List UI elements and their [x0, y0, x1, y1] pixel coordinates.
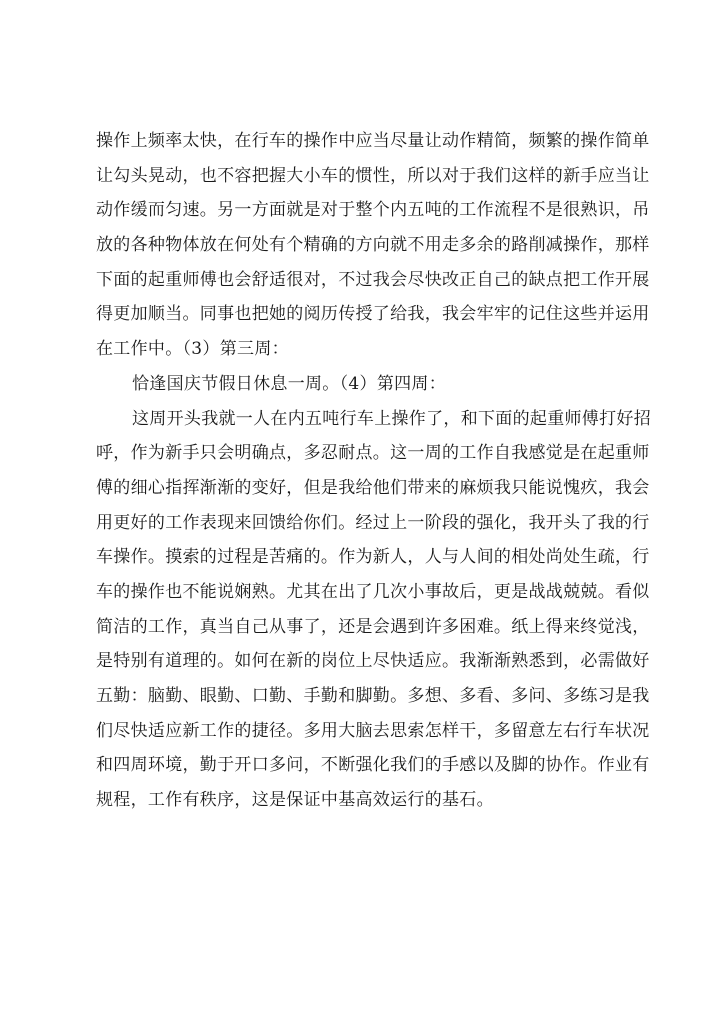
- text-line: 们尽快适应新工作的捷径。多用大脑去思索怎样干，多留意左右行车状况: [96, 720, 650, 741]
- text-line: 操作上频率太快，在行车的操作中应当尽量让动作精简，频繁的操作简单: [96, 131, 650, 151]
- text-line: 在工作中。（3）第三周：: [96, 339, 289, 360]
- text-line: 车的操作也不能说娴熟。尤其在出了几次小事故后，更是战战兢兢。看似: [96, 581, 650, 602]
- text-line: 傅的细心指挥渐渐的变好，但是我给他们带来的麻烦我只能说愧疚，我会: [96, 477, 650, 498]
- text-line: 简洁的工作，真当自己从事了，还是会遇到许多困难。纸上得来终觉浅，: [96, 616, 650, 637]
- text-line: 五勤：脑勤、眼勤、口勤、手勤和脚勤。多想、多看、多问、多练习是我: [96, 686, 650, 706]
- text-line: 恰逢国庆节假日休息一周。（4）第四周：: [132, 373, 447, 394]
- text-line: 得更加顺当。同事也把她的阅历传授了给我，我会牢牢的记住这些并运用: [96, 304, 650, 325]
- text-line: 下面的起重师傅也会舒适很对，不过我会尽快改正自己的缺点把工作开展: [96, 269, 650, 290]
- text-line: 是特别有道理的。如何在新的岗位上尽快适应。我渐渐熟悉到，必需做好: [96, 651, 650, 672]
- text-line: 动作缓而匀速。另一方面就是对于整个内五吨的工作流程不是很熟识，吊: [96, 200, 650, 221]
- text-line: 用更好的工作表现来回馈给你们。经过上一阶段的强化，我开头了我的行: [96, 512, 650, 533]
- document-body: [96, 124, 656, 818]
- text-line: 车操作。摸索的过程是苦痛的。作为新人，人与人间的相处尚处生疏，行: [96, 547, 650, 568]
- paragraph-2: [96, 367, 656, 402]
- text-line: 让勾头晃动，也不容把握大小车的惯性，所以对于我们这样的新手应当让: [96, 165, 650, 186]
- text-line: 呼，作为新手只会明确点，多忍耐点。这一周的工作自我感觉是在起重师: [96, 443, 650, 464]
- text-line: 和四周环境，勤于开口多问，不断强化我们的手感以及脚的协作。作业有: [96, 755, 650, 776]
- text-line: 放的各种物体放在何处有个精确的方向就不用走多余的路削减操作，那样: [96, 235, 650, 256]
- text-line: 规程，工作有秩序，这是保证中基高效运行的基石。: [96, 790, 494, 811]
- text-line: 这周开头我就一人在内五吨行车上操作了，和下面的起重师傅打好招: [132, 408, 651, 429]
- paragraph-3: [96, 402, 656, 818]
- paragraph-1: [96, 124, 656, 367]
